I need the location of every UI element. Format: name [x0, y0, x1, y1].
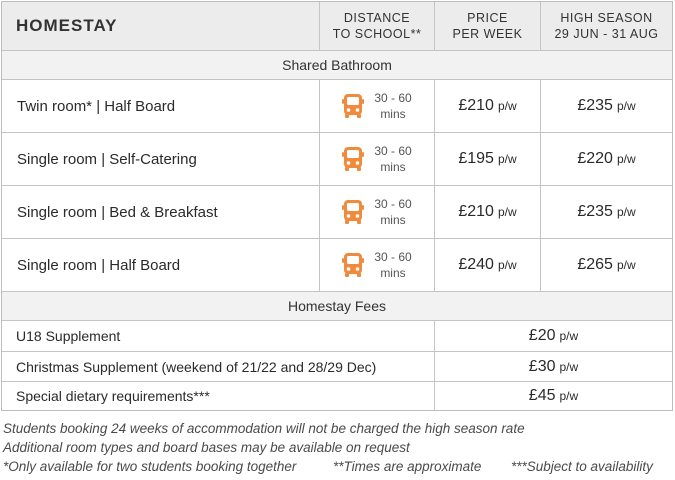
- price-value: £195: [458, 150, 494, 167]
- fee-price-cell: [435, 382, 672, 410]
- room-type: Single room | Half Board: [17, 256, 181, 274]
- fee-label: U18 Supplement: [16, 328, 121, 344]
- per-week-unit: p/w: [559, 329, 579, 343]
- high-season-header-line1: HIGH SEASON: [560, 11, 653, 25]
- high-season-price-cell: [541, 239, 672, 291]
- high-season-price-value: £235: [577, 203, 613, 220]
- footnote-times: **Times are approximate: [333, 459, 482, 474]
- distance-header-line2: TO SCHOOL**: [332, 27, 422, 41]
- fee-price-value: £45: [528, 387, 556, 404]
- distance-cell: [320, 239, 434, 291]
- room-type: Single room | Bed & Breakfast: [17, 203, 218, 221]
- bus-icon: [342, 93, 364, 119]
- high-season-header-line2: 29 JUN - 31 AUG: [554, 27, 659, 41]
- homestay-table: [1, 1, 673, 411]
- room-type: Twin room* | Half Board: [17, 97, 176, 115]
- footnote-availability: ***Subject to availability: [511, 459, 653, 474]
- price-cell: [435, 133, 540, 185]
- distance-header-line1: DISTANCE: [343, 11, 411, 25]
- fee-price-value: £20: [528, 327, 556, 344]
- room-type: Single room | Self-Catering: [17, 150, 197, 168]
- distance-text: 30 - 60 mins: [374, 91, 412, 121]
- per-week-unit: p/w: [497, 205, 517, 219]
- high-season-header: [541, 2, 672, 50]
- table-title: HOMESTAY: [16, 16, 118, 35]
- distance-cell: [320, 133, 434, 185]
- high-season-price-value: £265: [577, 256, 613, 273]
- distance-cell: [320, 80, 434, 132]
- distance-cell: [320, 186, 434, 238]
- fee-price-cell: [435, 321, 672, 351]
- distance-text: 30 - 60 mins: [374, 197, 412, 227]
- per-week-unit: p/w: [559, 389, 579, 403]
- price-header-line1: PRICE: [467, 11, 508, 25]
- price-value: £240: [458, 256, 494, 273]
- high-season-price-value: £235: [577, 97, 613, 114]
- per-week-unit: p/w: [559, 359, 579, 374]
- price-header-line2: PER WEEK: [452, 27, 523, 41]
- price-header: [435, 2, 540, 50]
- per-week-unit: p/w: [497, 258, 517, 272]
- distance-text: 30 - 60 mins: [374, 144, 412, 174]
- distance-header: [320, 2, 434, 50]
- price-value: £210: [458, 203, 494, 220]
- section-title-homestay-fees: Homestay Fees: [287, 298, 387, 314]
- high-season-price-cell: [541, 133, 672, 185]
- price-cell: [435, 186, 540, 238]
- per-week-unit: p/w: [616, 258, 636, 272]
- price-cell: [435, 80, 540, 132]
- per-week-unit: p/w: [616, 205, 636, 219]
- fee-label: Christmas Supplement (weekend of 21/22 and 28/29 Dec): [16, 358, 377, 375]
- high-season-price-cell: [541, 186, 672, 238]
- footnote-high-season: Students booking 24 weeks of accommodation will not be charged the high season rate: [3, 421, 525, 436]
- bus-icon: [342, 252, 364, 278]
- fee-label: Special dietary requirements***: [16, 388, 210, 404]
- footnote-twin-room: *Only available for two students booking together: [3, 459, 297, 474]
- fee-price-cell: [435, 352, 672, 381]
- per-week-unit: p/w: [616, 99, 636, 113]
- per-week-unit: p/w: [616, 152, 636, 166]
- fee-price-value: £30: [528, 357, 556, 375]
- per-week-unit: p/w: [497, 152, 517, 166]
- bus-icon: [342, 199, 364, 225]
- price-value: £210: [458, 97, 494, 114]
- distance-text: 30 - 60 mins: [374, 250, 412, 280]
- high-season-price-value: £220: [577, 150, 613, 167]
- footnote-additional-rooms: Additional room types and board bases may be available on request: [3, 440, 410, 455]
- bus-icon: [342, 146, 364, 172]
- per-week-unit: p/w: [497, 99, 517, 113]
- price-cell: [435, 239, 540, 291]
- high-season-price-cell: [541, 80, 672, 132]
- section-title-shared-bathroom: Shared Bathroom: [282, 57, 392, 73]
